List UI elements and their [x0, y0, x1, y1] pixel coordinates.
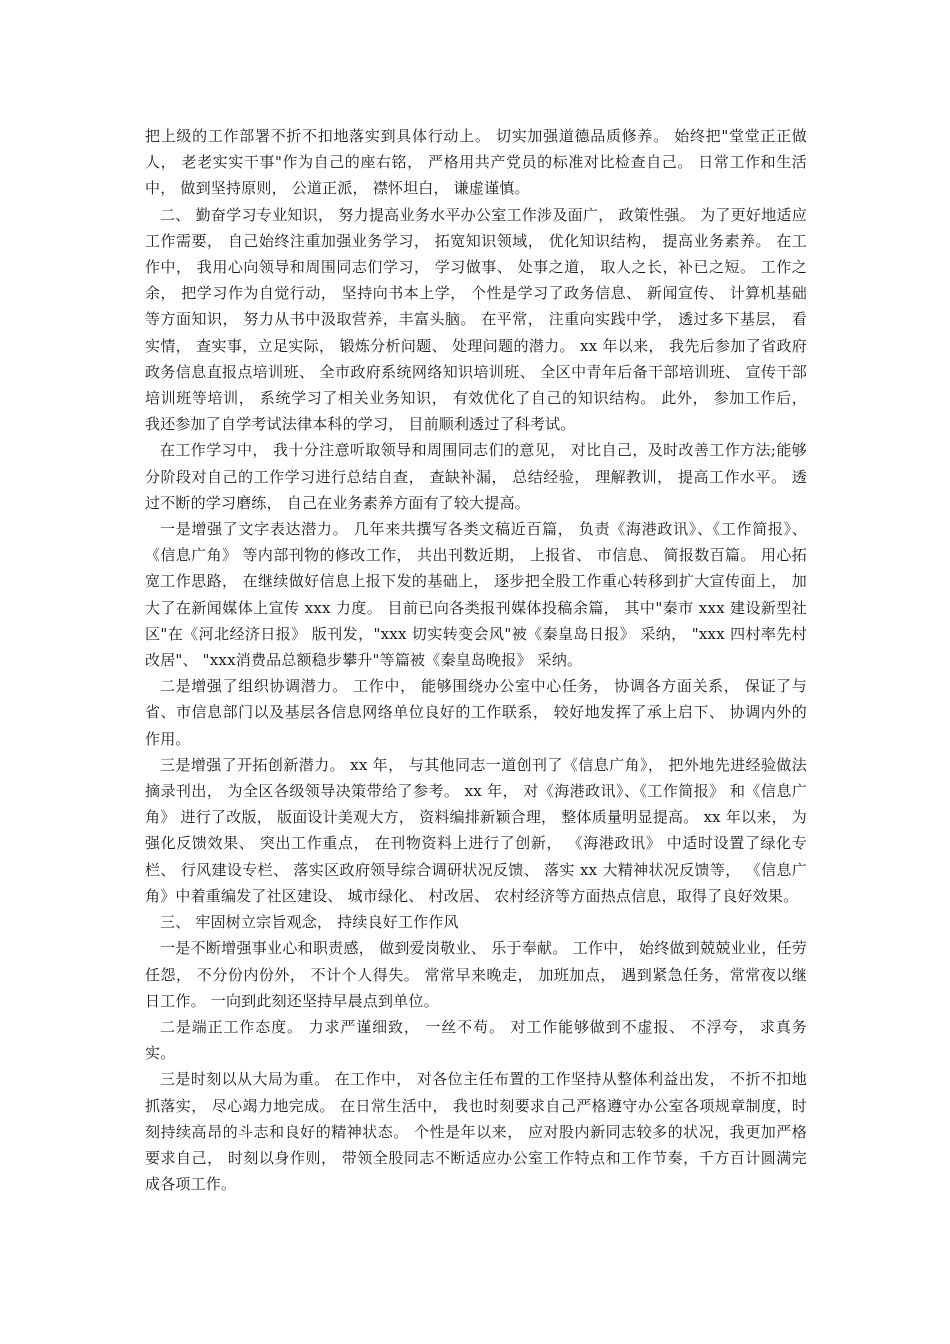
paragraph-dedication: 一是不断增强事业心和职责感， 做到爱岗敬业、 乐于奉献。 工作中， 始终做到兢兢业业，任劳任怨， 不分份内份外， 不计个人得失。 常常早来晚走， 加班加点， 遇到紧急任务，常常夜以继日工作。 一向到此刻还坚持早晨点到单位。 — [145, 939, 807, 1010]
paragraph-study-professional-knowledge: 二、 勤奋学习专业知识， 努力提高业务水平办公室工作涉及面广， 政策性强。 为了更好地适应工作需要， 自己始终注重加强业务学习， 拓宽知识领域， 优化知识结构， 提高业务素养。 在工作中， 我用心向领导和周围同志们学习， 学习做事、 处事之道， 取人之长，补已之短。 工作之余， 把学习作为自觉行动， 坚持向书本上学， 个性是学习了政务信息、 新闻宣传、 计算机基础等方面知识， 努力从书中汲取营养，丰富头脑。 在平常， 注重向实践中学， 透过多下基层， 看实情， 查实事，立足实际， 锻炼分析问题、 处理问题的潜力。 xx 年以来， 我先后参加了省政府政务信息直报点培训班、 全市政府系统网络知识培训班、 全区中青年后备干部培训班、 宣传干部培训班等培训， 系统学习了相关业务知识， 有效优化了自己的知识结构。 此外， 参加工作后， 我还参加了自学考试法律本科的学习， 目前顺利透过了科考试。 — [145, 205, 807, 434]
paragraph-innovation-ability: 三是增强了开拓创新潜力。 xx 年， 与其他同志一道创刊了《信息广角》， 把外地先进经验做法摘录刊出， 为全区各级领导决策带给了参考。 xx 年， 对《海港政讯》、《工作简报》 和《信息广角》 进行了改版， 版面设计美观大方， 资料编排新颖合理， 整体质量明显提高。 xx 年以来， 为强化反馈效果、 突出工作重点， 在刊物资料上进行了创新， 《海港政讯》 中适时设置了绿化专栏、 行风建设专栏、 落实区政府领导综合调研状况反馈、 落实 xx 大精神状况反馈等， 《信息广角》中着重编发了社区建设、 城市绿化、 村改居、 农村经济等方面热点信息，取得了良好效果。 — [145, 755, 807, 905]
paragraph-work-attitude: 二是端正工作态度。 力求严谨细致， 一丝不苟。 对工作能够做到不虚报、 不浮夸， 求真务实。 — [145, 1017, 807, 1063]
section-heading-work-style: 三、 牢固树立宗旨观念， 持续良好工作作风 — [160, 913, 459, 932]
paragraph-overall-situation: 三是时刻以从大局为重。 在工作中， 对各位主任布置的工作坚持从整体利益出发， 不折不扣地抓落实， 尽心竭力地完成。 在日常生活中， 我也时刻要求自己严格遵守办公室各项规章制度，时刻持续高昂的斗志和良好的精神状态。 个性是年以来， 应对股内新同志较多的状况，我更加严格要求自己， 时刻以身作则， 带领全股同志不断适应办公室工作特点和工作节奏，千方百计圆满完成各项工作。 — [145, 1070, 807, 1194]
document-body — [145, 123, 807, 1197]
paragraph-coordination-ability: 二是增强了组织协调潜力。 工作中， 能够围绕办公室中心任务， 协调各方面关系， 保证了与省、市信息部门以及基层各信息网络单位良好的工作联系， 较好地发挥了承上启下、 协调内外的作用。 — [145, 677, 807, 748]
paragraph-writing-ability: 一是增强了文字表达潜力。 几年来共撰写各类文稿近百篇， 负责《海港政讯》、《工作简报》、《信息广角》 等内部刊物的修改工作， 共出刊数近期， 上报省、 市信息、 简报数百篇。 用心拓宽工作思路， 在继续做好信息上报下发的基础上， 逐步把全股工作重心转移到扩大宣传面上， 加大了在新闻媒体上宣传 xxx 力度。 目前已向各类报刊媒体投稿余篇， 其中"秦市 xxx 建设新型社区"在《河北经济日报》 版刊发，"xxx 切实转变会风"被《秦皇岛日报》 采纳， "xxx 四村率先村改居"、 "xxx消费品总额稳步攀升"等篇被《秦皇岛晚报》 采纳。 — [145, 520, 807, 670]
paragraph-work-deployment: 把上级的工作部署不折不扣地落实到具体行动上。 切实加强道德品质修养。 始终把"堂堂正正做人， 老老实实干事"作为自己的座右铭， 严格用共产党员的标准对比检查自己。 日常工作和生活中， 做到坚持原则， 公道正派， 襟怀坦白， 谦虚谨慎。 — [145, 127, 807, 198]
paragraph-work-study-summary: 在工作学习中， 我十分注意听取领导和周围同志们的意见， 对比自己，及时改善工作方法;能够分阶段对自己的工作学习进行总结自查， 查缺补漏， 总结经验， 理解教训， 提高工作水平。 透过不断的学习磨练， 自己在业务素养方面有了较大提高。 — [145, 441, 807, 512]
